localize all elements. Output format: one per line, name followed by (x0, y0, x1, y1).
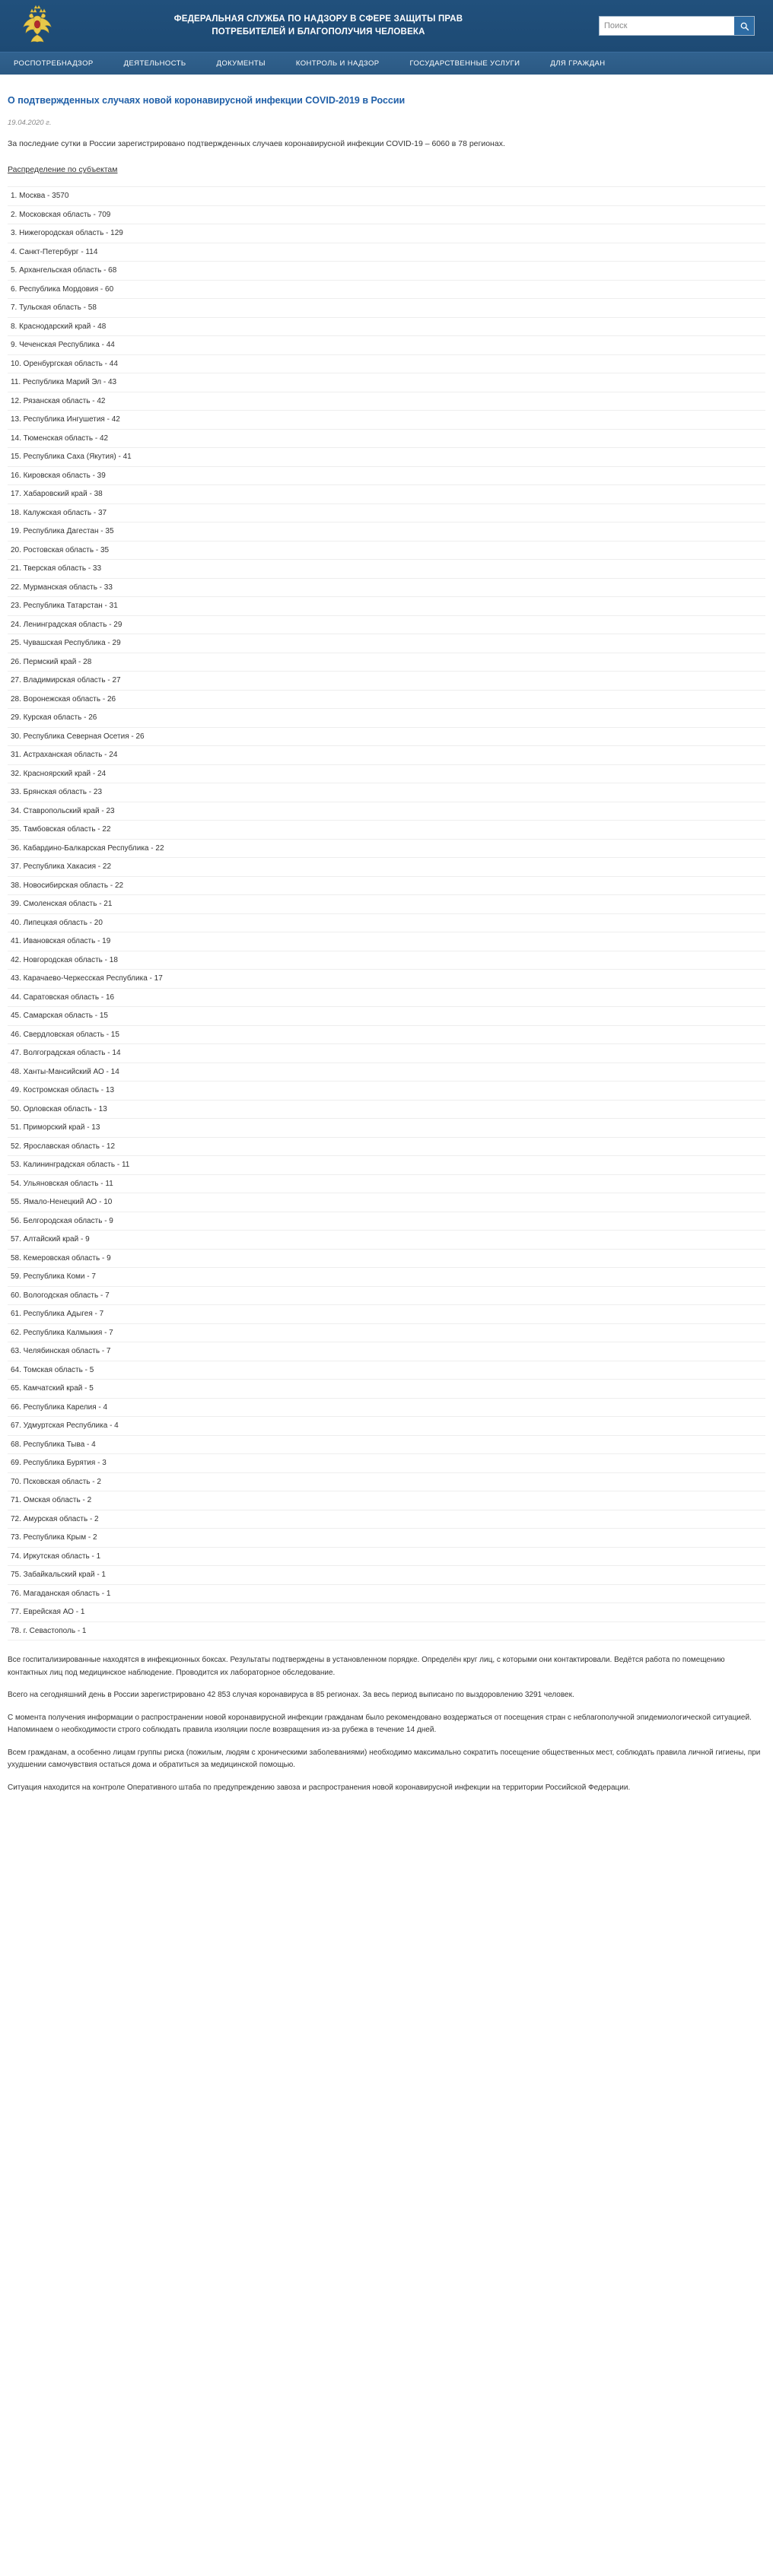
list-item: 15. Республика Саха (Якутия) - 41 (8, 448, 765, 467)
main-navigation (0, 52, 773, 75)
list-item: 66. Республика Карелия - 4 (8, 1399, 765, 1418)
list-item: 19. Республика Дагестан - 35 (8, 523, 765, 542)
list-item: 12. Рязанская область - 42 (8, 392, 765, 411)
list-item: 27. Владимирская область - 27 (8, 672, 765, 691)
list-item: 5. Архангельская область - 68 (8, 262, 765, 281)
list-item: 78. г. Севастополь - 1 (8, 1622, 765, 1641)
list-item: 17. Хабаровский край - 38 (8, 485, 765, 504)
list-item: 14. Тюменская область - 42 (8, 430, 765, 449)
list-item: 11. Республика Марий Эл - 43 (8, 373, 765, 392)
list-item: 41. Ивановская область - 19 (8, 932, 765, 951)
list-item: 72. Амурская область - 2 (8, 1510, 765, 1529)
list-item: 21. Тверская область - 33 (8, 560, 765, 579)
list-item: 35. Тамбовская область - 22 (8, 821, 765, 840)
list-item: 74. Иркутская область - 1 (8, 1548, 765, 1567)
list-item: 25. Чувашская Республика - 29 (8, 634, 765, 653)
list-item: 4. Санкт-Петербург - 114 (8, 243, 765, 262)
article-paragraph: Всем гражданам, а особенно лицам группы риска (пожилым, людям с хроническими заболеваниями) необходимо максимально сократить посещение общественных мест, соблюдать правила личной гигиены, при ухудшении самочувствия остаться дома и обратиться за медицинской помощью. (8, 1748, 761, 1770)
article-publish-date: 19.04.2020 г. (8, 118, 52, 127)
list-item: 70. Псковская область - 2 (8, 1473, 765, 1492)
list-item: 24. Ленинградская область - 29 (8, 616, 765, 635)
list-item: 73. Республика Крым - 2 (8, 1529, 765, 1548)
list-item: 16. Кировская область - 39 (8, 467, 765, 486)
list-item: 51. Приморский край - 13 (8, 1119, 765, 1138)
nav-item-rospotrebnadzor[interactable]: РОСПОТРЕБНАДЗОР (14, 59, 94, 68)
list-item: 62. Республика Калмыкия - 7 (8, 1324, 765, 1343)
list-item: 40. Липецкая область - 20 (8, 914, 765, 933)
nav-item-for-citizens[interactable]: ДЛЯ ГРАЖДАН (550, 59, 606, 68)
article-paragraph: Всего на сегодняшний день в России зарегистрировано 42 853 случая коронавируса в 85 регионах. За весь период выписано по выздоровлению 3291 человек. (8, 1691, 574, 1700)
list-item: 63. Челябинская область - 7 (8, 1342, 765, 1361)
list-item: 30. Республика Северная Осетия - 26 (8, 728, 765, 747)
list-item: 20. Ростовская область - 35 (8, 542, 765, 561)
list-item: 77. Еврейская АО - 1 (8, 1603, 765, 1622)
search-icon (734, 21, 754, 31)
list-item: 33. Брянская область - 23 (8, 783, 765, 802)
list-item: 59. Республика Коми - 7 (8, 1268, 765, 1287)
article-title: О подтвержденных случаях новой коронавирусной инфекции COVID-2019 в России (8, 95, 406, 106)
site-header (0, 0, 773, 52)
page-title (68, 13, 599, 40)
list-item: 43. Карачаево-Черкесская Республика - 17 (8, 970, 765, 989)
list-item: 47. Волгоградская область - 14 (8, 1044, 765, 1063)
nav-item-documents[interactable]: ДОКУМЕНТЫ (216, 59, 266, 68)
list-item: 3. Нижегородская область - 129 (8, 224, 765, 243)
list-item: 65. Камчатский край - 5 (8, 1380, 765, 1399)
list-item: 49. Костромская область - 13 (8, 1082, 765, 1101)
list-item: 64. Томская область - 5 (8, 1361, 765, 1380)
list-item: 45. Самарская область - 15 (8, 1007, 765, 1026)
list-item: 53. Калининградская область - 11 (8, 1156, 765, 1175)
list-item: 71. Омская область - 2 (8, 1491, 765, 1510)
list-item: 29. Курская область - 26 (8, 709, 765, 728)
list-item: 54. Ульяновская область - 11 (8, 1175, 765, 1194)
list-item: 28. Воронежская область - 26 (8, 691, 765, 710)
list-item: 6. Республика Мордовия - 60 (8, 281, 765, 300)
regions-list (8, 186, 765, 1641)
list-item: 10. Оренбургская область - 44 (8, 355, 765, 374)
list-item: 37. Республика Хакасия - 22 (8, 858, 765, 877)
regions-breakdown-heading: Распределение по субъектам (8, 165, 118, 175)
list-item: 9. Чеченская Республика - 44 (8, 336, 765, 355)
list-item: 50. Орловская область - 13 (8, 1101, 765, 1120)
list-item: 60. Вологодская область - 7 (8, 1287, 765, 1306)
search-input[interactable] (600, 17, 734, 35)
list-item: 57. Алтайский край - 9 (8, 1231, 765, 1250)
article-paragraph: Все госпитализированные находятся в инфекционных боксах. Результаты подтверждены в установленном порядке. Определён круг лиц, с которыми они контактировали. Ведётся работа по помещению контактных лиц под медицинское наблюдение. Проводится их лабораторное обследование. (8, 1656, 725, 1677)
nav-item-control-supervision[interactable]: КОНТРОЛЬ И НАДЗОР (295, 59, 380, 68)
list-item: 52. Ярославская область - 12 (8, 1138, 765, 1157)
article-paragraph: Ситуация находится на контроле Оперативного штаба по предупреждению завоза и распространения новой коронавирусной инфекции на территории Российской Федерации. (8, 1783, 631, 1792)
list-item: 13. Республика Ингушетия - 42 (8, 411, 765, 430)
list-item: 26. Пермский край - 28 (8, 653, 765, 672)
list-item: 2. Московская область - 709 (8, 206, 765, 225)
list-item: 61. Республика Адыгея - 7 (8, 1305, 765, 1324)
list-item: 58. Кемеровская область - 9 (8, 1250, 765, 1269)
double-headed-eagle-emblem (20, 5, 55, 47)
article-lead-paragraph: За последние сутки в России зарегистрировано подтвержденных случаев коронавирусной инфекции COVID-19 – 6060 в 78 регионах. (8, 138, 505, 148)
nav-item-activity[interactable]: ДЕЯТЕЛЬНОСТЬ (123, 59, 186, 68)
list-item: 76. Магаданская область - 1 (8, 1585, 765, 1604)
list-item: 8. Краснодарский край - 48 (8, 318, 765, 337)
search-box[interactable] (599, 16, 755, 36)
nav-item-government-services[interactable]: ГОСУДАРСТВЕННЫЕ УСЛУГИ (409, 59, 520, 68)
list-item: 69. Республика Бурятия - 3 (8, 1454, 765, 1473)
list-item: 31. Астраханская область - 24 (8, 746, 765, 765)
list-item: 48. Ханты-Мансийский АО - 14 (8, 1063, 765, 1082)
list-item: 34. Ставропольский край - 23 (8, 802, 765, 821)
article-paragraph: С момента получения информации о распространении новой коронавирусной инфекции гражданам было рекомендовано воздержаться от посещения стран с неблагополучной эпидемиологической ситуацией. Напоминаем о необходимости строго соблюдать правила изоляции после возвращения из-за рубежа в течение 14 дней. (8, 1713, 752, 1735)
list-item: 68. Республика Тыва - 4 (8, 1436, 765, 1455)
list-item: 18. Калужская область - 37 (8, 504, 765, 523)
header-title-line-1: ФЕДЕРАЛЬНАЯ СЛУЖБА ПО НАДЗОРУ В СФЕРЕ ЗАЩИТЫ ПРАВ (173, 14, 463, 24)
list-item: 46. Свердловская область - 15 (8, 1026, 765, 1045)
header-title-line-2: ПОТРЕБИТЕЛЕЙ И БЛАГОПОЛУЧИЯ ЧЕЛОВЕКА (212, 27, 425, 37)
list-item: 23. Республика Татарстан - 31 (8, 597, 765, 616)
list-item: 7. Тульская область - 58 (8, 299, 765, 318)
list-item: 32. Красноярский край - 24 (8, 765, 765, 784)
list-item: 36. Кабардино-Балкарская Республика - 22 (8, 840, 765, 859)
list-item: 38. Новосибирская область - 22 (8, 877, 765, 896)
list-item: 1. Москва - 3570 (8, 186, 765, 206)
bottom-spacer (8, 1804, 765, 1822)
list-item: 42. Новгородская область - 18 (8, 951, 765, 970)
list-item: 55. Ямало-Ненецкий АО - 10 (8, 1193, 765, 1212)
list-item: 75. Забайкальский край - 1 (8, 1566, 765, 1585)
search-button[interactable] (734, 17, 754, 35)
list-item: 39. Смоленская область - 21 (8, 895, 765, 914)
list-item: 56. Белгородская область - 9 (8, 1212, 765, 1231)
list-item: 44. Саратовская область - 16 (8, 989, 765, 1008)
list-item: 22. Мурманская область - 33 (8, 579, 765, 598)
article-content (0, 75, 773, 1830)
list-item: 67. Удмуртская Республика - 4 (8, 1417, 765, 1436)
